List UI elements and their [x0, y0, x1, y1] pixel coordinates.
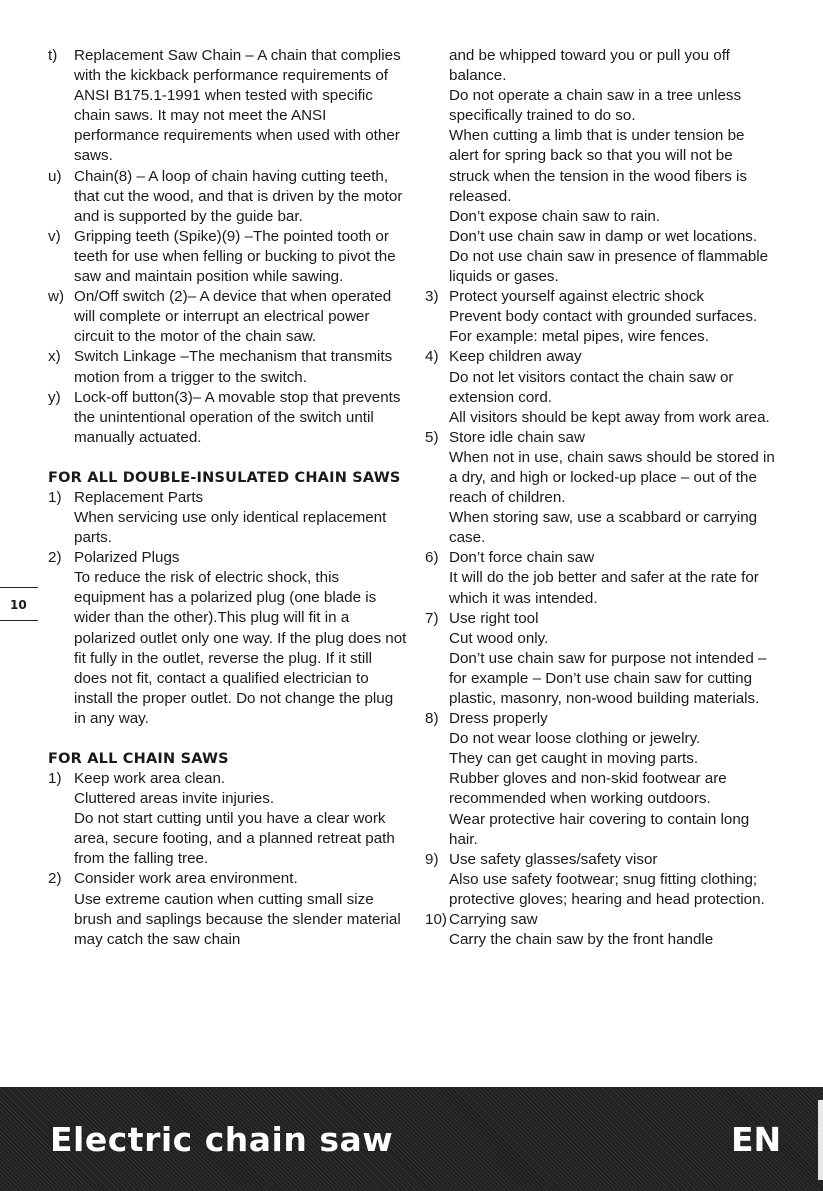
list-item [48, 488, 408, 548]
item-label: w) [48, 288, 65, 306]
list-item [425, 910, 775, 950]
list-item [425, 850, 775, 910]
item-title: Replacement Parts [74, 488, 204, 506]
item-title: Carrying saw [449, 911, 538, 929]
item-title: Use right tool [449, 609, 539, 627]
item-body [449, 910, 775, 950]
item-text: Wear protective hair covering to contain long hair. [449, 810, 750, 848]
item-label: 2) [48, 870, 62, 888]
item-label: y) [48, 388, 61, 406]
item-label: t) [48, 47, 58, 64]
paragraph: Don’t use chain saw in damp or wet locations. [449, 227, 758, 245]
item-label: 3) [425, 288, 439, 306]
definition-x [48, 347, 408, 387]
item-title: Don’t force chain saw [449, 549, 595, 567]
language-code: EN [731, 1120, 782, 1159]
item-label: x) [48, 348, 61, 366]
footer-title: Electric chain saw [50, 1120, 394, 1159]
item-text: Chain(8) – A loop of chain having cutting teeth, that cut the wood, and that is driven by the motor and is supported by the guide bar. [74, 167, 403, 225]
left-column [48, 46, 408, 950]
list-item [425, 287, 775, 347]
list-item [48, 769, 408, 869]
item-body [449, 46, 775, 287]
item-label: 9) [425, 850, 439, 868]
item-title: Store idle chain saw [449, 428, 585, 446]
item-text: It will do the job better and safer at the rate for which it was intended. [449, 569, 759, 607]
item-label: 6) [425, 549, 439, 567]
item-text: They can get caught in moving parts. [449, 750, 699, 768]
paragraph: Don’t expose chain saw to rain. [449, 207, 661, 225]
item-body [449, 287, 775, 347]
item-text: Do not start cutting until you have a clear work area, secure footing, and a planned retreat path from the falling tree. [74, 810, 395, 868]
definition-t [48, 46, 408, 167]
item-text: When not in use, chain saws should be stored in a dry, and high or locked-up place – out of the reach of children. [449, 448, 775, 507]
list-item [425, 428, 775, 549]
item-label: u) [48, 167, 62, 185]
item-text: Gripping teeth (Spike)(9) –The pointed tooth or teeth for use when felling or bucking to pivot the saw and maintain position while sawing. [74, 227, 396, 286]
continued-text [425, 46, 775, 287]
item-title: Dress properly [449, 710, 548, 728]
item-text: Cluttered areas invite injuries. [74, 790, 275, 808]
item-label: 10) [425, 911, 447, 929]
list-item [48, 869, 408, 949]
paragraph: and be whipped toward you or pull you off balance. [449, 47, 730, 85]
item-text: All visitors should be kept away from work area. [449, 408, 770, 426]
item-label: 7) [425, 609, 439, 627]
item-text: Do not let visitors contact the chain saw or extension cord. [449, 368, 734, 406]
edge-divider [818, 1100, 823, 1180]
item-body [449, 709, 775, 850]
item-body [74, 769, 408, 869]
paragraph: When cutting a limb that is under tension be alert for spring back so that you will not be struck when the tension in the wood fibers is released. [449, 127, 748, 205]
item-text: Use extreme caution when cutting small size brush and saplings because the slender material may catch the saw chain [74, 890, 401, 948]
paragraph: Do not operate a chain saw in a tree unless specifically trained to do so. [449, 87, 742, 125]
item-text: When storing saw, use a scabbard or carrying case. [449, 509, 758, 547]
item-label: v) [48, 227, 61, 245]
item-label: 4) [425, 348, 439, 366]
item-text: When servicing use only identical replacement parts. [74, 508, 387, 547]
item-body [449, 609, 775, 709]
definition-w [48, 287, 408, 347]
item-text: Also use safety footwear; snug fitting clothing; protective gloves; hearing and head protection. [449, 870, 765, 908]
page-number: 10 [0, 587, 38, 621]
item-body [74, 548, 408, 729]
item-title: Keep children away [449, 348, 582, 366]
item-title: Polarized Plugs [74, 549, 180, 567]
item-body [449, 347, 775, 427]
item-text: Cut wood only. [449, 629, 549, 647]
list-item [48, 548, 408, 729]
item-title: Protect yourself against electric shock [449, 288, 704, 306]
definition-v [48, 227, 408, 287]
item-body [449, 850, 775, 910]
definition-u [48, 167, 408, 227]
item-label: 8) [425, 710, 439, 728]
item-title: Keep work area clean. [74, 770, 226, 787]
list-item [425, 548, 775, 608]
item-text: Do not wear loose clothing or jewelry. [449, 730, 701, 748]
item-label: 1) [48, 770, 62, 787]
item-text: Carry the chain saw by the front handle [449, 931, 714, 949]
item-text: Lock-off button(3)– A movable stop that prevents the unintentional operation of the switch until manually actuated. [74, 388, 401, 446]
item-text: Don’t use chain saw for purpose not intended – for example – Don’t use chain saw for cutting plastic, masonry, non-wood building materials. [449, 649, 767, 707]
item-label: 5) [425, 428, 439, 446]
right-column [425, 46, 775, 950]
section-heading-double-insulated: FOR ALL DOUBLE-INSULATED CHAIN SAWS [48, 469, 401, 486]
item-text: Prevent body contact with grounded surfaces. For example: metal pipes, wire fences. [449, 308, 758, 346]
item-body [449, 548, 775, 608]
item-label: 1) [48, 488, 62, 506]
item-text: On/Off switch (2)– A device that when operated will complete or interrupt an electrical power circuit to the motor of the chain saw. [74, 288, 392, 346]
list-item [425, 709, 775, 850]
list-item [425, 347, 775, 427]
item-label: 2) [48, 549, 62, 567]
list-item [425, 609, 775, 709]
paragraph: Do not use chain saw in presence of flammable liquids or gases. [449, 247, 769, 286]
definition-y [48, 388, 408, 448]
item-text: Replacement Saw Chain – A chain that complies with the kickback performance requirements of ANSI B175.1-1991 when tested with specific chain saws. It may not meet the ANSI performance requirements when used with other saws. [74, 47, 401, 165]
item-title: Consider work area environment. [74, 870, 298, 888]
section-heading-all-chain-saws: FOR ALL CHAIN SAWS [48, 751, 229, 767]
item-text: Rubber gloves and non-skid footwear are recommended when working outdoors. [449, 770, 727, 808]
item-body [74, 869, 408, 949]
item-text: Switch Linkage –The mechanism that transmits motion from a trigger to the switch. [74, 348, 393, 386]
item-title: Use safety glasses/safety visor [449, 850, 658, 868]
item-body [449, 428, 775, 549]
item-text: To reduce the risk of electric shock, this equipment has a polarized plug (one blade is wider than the other).This plug will fit in a polarized outlet only one way. If the plug does not fit fully in the outlet, reverse the plug. If it still does not fit, contact a qualified electrician to install the proper outlet. Do not change the plug in any way. [74, 569, 407, 727]
item-body [74, 488, 408, 548]
